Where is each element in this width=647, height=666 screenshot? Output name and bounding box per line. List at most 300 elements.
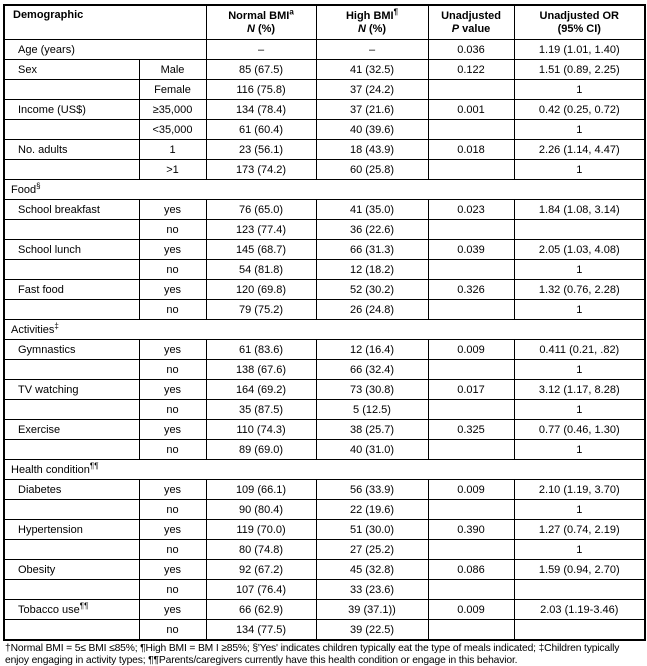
cell-label (4, 360, 139, 380)
cell-text: School breakfast (18, 203, 100, 216)
cell-p-value (428, 520, 514, 540)
table-row (4, 540, 645, 560)
cell-text: 0.023 (457, 203, 485, 216)
cell-high-bmi (316, 140, 428, 160)
cell-label (4, 520, 139, 540)
cell-normal-bmi (206, 480, 316, 500)
cell-section-label (4, 320, 645, 340)
cell-text: 2.10 (1.19, 3.70) (538, 483, 620, 496)
header-n-rest: (%) (365, 22, 387, 35)
cell-odds-ratio (514, 400, 645, 420)
cell-text: 0.001 (457, 103, 485, 116)
cell-text: 23 (56.1) (239, 143, 284, 156)
cell-normal-bmi (206, 160, 316, 180)
cell-p-value (428, 340, 514, 360)
cell-text: 1.32 (0.76, 2.28) (538, 283, 620, 296)
cell-p-value (428, 140, 514, 160)
cell-subcategory (139, 440, 206, 460)
cell-text: 85 (67.5) (239, 63, 284, 76)
cell-subcategory (139, 60, 206, 80)
cell-high-bmi (316, 480, 428, 500)
cell-text: Male (160, 63, 185, 76)
cell-normal-bmi (206, 600, 316, 620)
cell-odds-ratio (514, 360, 645, 380)
cell-text: 37 (21.6) (350, 103, 395, 116)
cell-text: 5 (12.5) (353, 403, 391, 416)
cell-high-bmi (316, 520, 428, 540)
cell-normal-bmi (206, 380, 316, 400)
cell-odds-ratio (514, 380, 645, 400)
cell-text: Health condition (11, 463, 90, 476)
header-p: P (451, 22, 460, 35)
cell-text: 52 (30.2) (350, 283, 395, 296)
cell-normal-bmi (206, 140, 316, 160)
table-row (4, 420, 645, 440)
cell-p-value (428, 600, 514, 620)
cell-p-value (428, 540, 514, 560)
table-row (4, 580, 645, 600)
cell-text: 37 (24.2) (350, 83, 395, 96)
cell-text: no (166, 403, 179, 416)
cell-label (4, 280, 139, 300)
cell-subcategory (139, 400, 206, 420)
cell-p-value (428, 560, 514, 580)
cell-text: 1 (576, 403, 583, 416)
cell-odds-ratio (514, 120, 645, 140)
cell-odds-ratio (514, 520, 645, 540)
cell-subcategory (139, 280, 206, 300)
cell-normal-bmi (206, 40, 316, 60)
cell-p-value (428, 420, 514, 440)
header-n-rest: (%) (254, 22, 276, 35)
cell-high-bmi (316, 80, 428, 100)
cell-label (4, 120, 139, 140)
footnote-marker: § (36, 180, 41, 190)
cell-text: 0.039 (457, 243, 485, 256)
table-row (4, 620, 645, 641)
cell-text: 12 (16.4) (350, 343, 395, 356)
table-row (4, 360, 645, 380)
cell-text: 27 (25.2) (350, 543, 395, 556)
cell-p-value (428, 400, 514, 420)
cell-text: Diabetes (18, 483, 62, 496)
cell-high-bmi (316, 400, 428, 420)
cell-subcategory (139, 220, 206, 240)
cell-label (4, 40, 206, 60)
cell-text: <35,000 (152, 123, 193, 136)
cell-odds-ratio (514, 440, 645, 460)
cell-label (4, 80, 139, 100)
cell-text: 1 (576, 123, 583, 136)
cell-text: no (166, 583, 179, 596)
cell-text: 0.086 (457, 563, 485, 576)
cell-text: 0.017 (457, 383, 485, 396)
cell-label (4, 400, 139, 420)
cell-text: Exercise (18, 423, 61, 436)
cell-text: 2.26 (1.14, 4.47) (538, 143, 620, 156)
cell-text: Sex (18, 63, 37, 76)
cell-odds-ratio (514, 100, 645, 120)
cell-label (4, 340, 139, 360)
table-body (4, 40, 645, 641)
cell-odds-ratio (514, 260, 645, 280)
cell-normal-bmi (206, 540, 316, 560)
cell-high-bmi (316, 380, 428, 400)
cell-text: TV watching (18, 383, 79, 396)
cell-text: 73 (30.8) (350, 383, 395, 396)
cell-label (4, 560, 139, 580)
cell-p-value (428, 620, 514, 641)
cell-subcategory (139, 420, 206, 440)
cell-text: 66 (31.3) (350, 243, 395, 256)
cell-subcategory (139, 500, 206, 520)
cell-text: 40 (31.0) (350, 443, 395, 456)
cell-text: no (166, 363, 179, 376)
cell-odds-ratio (514, 480, 645, 500)
cell-odds-ratio (514, 40, 645, 60)
cell-text: 1.51 (0.89, 2.25) (538, 63, 620, 76)
cell-text: no (166, 223, 179, 236)
cell-high-bmi (316, 280, 428, 300)
cell-text: 164 (69.2) (235, 383, 287, 396)
cell-text: Age (years) (18, 43, 75, 56)
cell-odds-ratio (514, 600, 645, 620)
cell-text: 1 (169, 143, 176, 156)
table-row (4, 140, 645, 160)
cell-text: 0.42 (0.25, 0.72) (538, 103, 620, 116)
cell-odds-ratio (514, 560, 645, 580)
footnote-marker: ¶¶ (79, 600, 89, 610)
cell-text: 109 (66.1) (235, 483, 287, 496)
cell-subcategory (139, 120, 206, 140)
cell-text: no (166, 543, 179, 556)
cell-subcategory (139, 300, 206, 320)
cell-text: 0.325 (457, 423, 485, 436)
cell-label (4, 540, 139, 560)
cell-subcategory (139, 200, 206, 220)
cell-section-label (4, 180, 645, 200)
cell-odds-ratio (514, 340, 645, 360)
cell-odds-ratio (514, 80, 645, 100)
cell-text: 1 (576, 163, 583, 176)
cell-text: Tobacco use (18, 603, 80, 616)
header-n: N (357, 22, 366, 35)
cell-label (4, 220, 139, 240)
cell-normal-bmi (206, 400, 316, 420)
footnote-marker: ‡ (54, 320, 59, 330)
footnote-marker: ¶ (393, 6, 399, 16)
table-row (4, 240, 645, 260)
cell-normal-bmi (206, 580, 316, 600)
header-row (4, 5, 645, 40)
cell-odds-ratio (514, 160, 645, 180)
cell-text: Food (11, 183, 37, 196)
cell-high-bmi (316, 300, 428, 320)
table-row (4, 60, 645, 80)
cell-normal-bmi (206, 200, 316, 220)
cell-text: 66 (62.9) (239, 603, 284, 616)
cell-normal-bmi (206, 560, 316, 580)
cell-normal-bmi (206, 440, 316, 460)
cell-normal-bmi (206, 420, 316, 440)
cell-text: 89 (69.0) (239, 443, 284, 456)
cell-odds-ratio (514, 500, 645, 520)
col-header-demographic (4, 5, 206, 40)
cell-text: 51 (30.0) (350, 523, 395, 536)
table-row (4, 100, 645, 120)
cell-label (4, 300, 139, 320)
cell-text: Female (154, 83, 191, 96)
cell-normal-bmi (206, 220, 316, 240)
cell-text: no (166, 303, 179, 316)
cell-text: yes (163, 383, 182, 396)
col-header-odds-ratio (514, 5, 645, 40)
cell-text: yes (163, 563, 182, 576)
cell-text: 61 (60.4) (239, 123, 284, 136)
cell-subcategory (139, 340, 206, 360)
cell-label (4, 500, 139, 520)
cell-text: ≥35,000 (152, 103, 193, 116)
cell-section-label (4, 460, 645, 480)
cell-text: yes (163, 423, 182, 436)
footnote-marker: ¶¶ (89, 460, 99, 470)
cell-p-value (428, 120, 514, 140)
cell-p-value (428, 40, 514, 60)
cell-high-bmi (316, 240, 428, 260)
cell-text: 1.59 (0.94, 2.70) (538, 563, 620, 576)
cell-text: 173 (74.2) (235, 163, 287, 176)
cell-text: 1 (576, 303, 583, 316)
table-row (4, 400, 645, 420)
cell-subcategory (139, 560, 206, 580)
cell-subcategory (139, 480, 206, 500)
cell-subcategory (139, 520, 206, 540)
cell-odds-ratio (514, 300, 645, 320)
table-row (4, 380, 645, 400)
cell-text: 0.009 (457, 343, 485, 356)
cell-odds-ratio (514, 540, 645, 560)
cell-label (4, 140, 139, 160)
cell-p-value (428, 580, 514, 600)
header-label: Unadjusted (441, 9, 501, 22)
table-row (4, 520, 645, 540)
cell-text: 145 (68.7) (235, 243, 287, 256)
cell-label (4, 600, 139, 620)
cell-text: 33 (23.6) (350, 583, 395, 596)
cell-high-bmi (316, 220, 428, 240)
header-n: N (246, 22, 255, 35)
cell-text: yes (163, 343, 182, 356)
cell-label (4, 620, 139, 641)
cell-subcategory (139, 360, 206, 380)
cell-text: 56 (33.9) (350, 483, 395, 496)
cell-text: 1 (576, 503, 583, 516)
cell-high-bmi (316, 100, 428, 120)
section-row (4, 320, 645, 340)
cell-text: 0.390 (457, 523, 485, 536)
table-row (4, 40, 645, 60)
cell-label (4, 240, 139, 260)
cell-subcategory (139, 160, 206, 180)
cell-text: yes (163, 203, 182, 216)
cell-text: 1 (576, 363, 583, 376)
cell-text: 0.018 (457, 143, 485, 156)
table-row (4, 160, 645, 180)
cell-text: 12 (18.2) (350, 263, 395, 276)
cell-text: yes (163, 243, 182, 256)
cell-label (4, 480, 139, 500)
cell-p-value (428, 440, 514, 460)
col-header-high-bmi (316, 5, 428, 40)
cell-subcategory (139, 580, 206, 600)
cell-normal-bmi (206, 120, 316, 140)
header-label: Demographic (13, 9, 84, 21)
cell-normal-bmi (206, 500, 316, 520)
cell-high-bmi (316, 600, 428, 620)
cell-label (4, 60, 139, 80)
cell-high-bmi (316, 40, 428, 60)
cell-text: 1.19 (1.01, 1.40) (538, 43, 620, 56)
cell-text: 80 (74.8) (239, 543, 284, 556)
cell-text: 2.03 (1.19-3.46) (540, 603, 619, 616)
cell-text: 0.009 (457, 603, 485, 616)
cell-text: 1 (576, 443, 583, 456)
cell-text: 35 (87.5) (239, 403, 284, 416)
table-row (4, 80, 645, 100)
cell-text: yes (163, 483, 182, 496)
cell-high-bmi (316, 500, 428, 520)
cell-text: no (166, 263, 179, 276)
table-row (4, 120, 645, 140)
cell-p-value (428, 500, 514, 520)
cell-normal-bmi (206, 260, 316, 280)
cell-subcategory (139, 240, 206, 260)
cell-text: 0.77 (0.46, 1.30) (538, 423, 620, 436)
cell-normal-bmi (206, 340, 316, 360)
cell-odds-ratio (514, 580, 645, 600)
cell-odds-ratio (514, 200, 645, 220)
cell-text: 2.05 (1.03, 4.08) (538, 243, 620, 256)
header-label: High BMI (345, 9, 394, 22)
cell-normal-bmi (206, 620, 316, 641)
cell-text: yes (163, 603, 182, 616)
table-row (4, 280, 645, 300)
table-row (4, 300, 645, 320)
header-label-line2: (95% CI) (557, 22, 601, 35)
cell-normal-bmi (206, 60, 316, 80)
cell-label (4, 420, 139, 440)
cell-text: 119 (70.0) (236, 523, 286, 536)
header-label: Normal BMI (228, 9, 290, 22)
cell-text: 18 (43.9) (350, 143, 395, 156)
table-row (4, 600, 645, 620)
cell-normal-bmi (206, 520, 316, 540)
cell-p-value (428, 100, 514, 120)
cell-p-value (428, 280, 514, 300)
cell-text: 116 (75.8) (236, 83, 286, 96)
cell-text: yes (163, 523, 182, 536)
col-header-p-value (428, 5, 514, 40)
cell-normal-bmi (206, 240, 316, 260)
cell-label (4, 440, 139, 460)
cell-p-value (428, 80, 514, 100)
cell-subcategory (139, 600, 206, 620)
cell-text: >1 (166, 163, 179, 176)
cell-odds-ratio (514, 240, 645, 260)
cell-high-bmi (316, 60, 428, 80)
footnote: †Normal BMI = 5≤ BMI ≤85%; ¶High BMI = BM I ≥85%; §'Yes' indicates children typically eat the type of meals indicated; ‡Children typically enjoy engaging in activity types; ¶¶Parents/caregivers currently have this health condition or engage in this behavior. (5, 643, 620, 666)
cell-p-value (428, 220, 514, 240)
cell-text: 1.27 (0.74, 2.19) (538, 523, 620, 536)
cell-normal-bmi (206, 300, 316, 320)
cell-label (4, 380, 139, 400)
cell-high-bmi (316, 620, 428, 641)
cell-high-bmi (316, 200, 428, 220)
cell-subcategory (139, 540, 206, 560)
table-row (4, 340, 645, 360)
cell-text: 0.036 (457, 43, 485, 56)
cell-subcategory (139, 380, 206, 400)
cell-high-bmi (316, 580, 428, 600)
cell-text: 38 (25.7) (350, 423, 395, 436)
cell-p-value (428, 60, 514, 80)
cell-text: 92 (67.2) (239, 563, 284, 576)
cell-text: 0.122 (457, 63, 485, 76)
cell-high-bmi (316, 540, 428, 560)
cell-text: 134 (78.4) (235, 103, 287, 116)
cell-text: 26 (24.8) (350, 303, 395, 316)
cell-odds-ratio (514, 60, 645, 80)
cell-text: no (166, 443, 179, 456)
header-label: Unadjusted OR (539, 9, 619, 22)
cell-text: Gymnastics (18, 343, 76, 356)
cell-p-value (428, 260, 514, 280)
cell-high-bmi (316, 560, 428, 580)
table-row (4, 260, 645, 280)
cell-text: 90 (80.4) (239, 503, 284, 516)
cell-text: No. adults (18, 143, 68, 156)
cell-label (4, 100, 139, 120)
cell-subcategory (139, 100, 206, 120)
cell-text: 110 (74.3) (236, 423, 286, 436)
cell-subcategory (139, 80, 206, 100)
cell-subcategory (139, 140, 206, 160)
cell-text: 61 (83.6) (239, 343, 284, 356)
cell-text: 54 (81.8) (239, 263, 284, 276)
cell-text: 39 (37.1)) (348, 603, 396, 616)
table-row (4, 220, 645, 240)
cell-p-value (428, 360, 514, 380)
cell-text: 79 (75.2) (239, 303, 284, 316)
cell-text: 138 (67.6) (235, 363, 287, 376)
table-row (4, 480, 645, 500)
cell-p-value (428, 240, 514, 260)
cell-p-value (428, 300, 514, 320)
cell-text: 60 (25.8) (350, 163, 395, 176)
cell-normal-bmi (206, 360, 316, 380)
cell-odds-ratio (514, 420, 645, 440)
footnote-marker: a (289, 6, 294, 16)
cell-text: 36 (22.6) (350, 223, 395, 236)
cell-text: 120 (69.8) (235, 283, 287, 296)
cell-subcategory (139, 620, 206, 641)
cell-label (4, 580, 139, 600)
cell-text: 0.411 (0.21, .82) (539, 343, 620, 356)
table-header (4, 5, 645, 40)
cell-p-value (428, 380, 514, 400)
cell-text: 3.12 (1.17, 8.28) (538, 383, 620, 396)
cell-text: Hypertension (18, 523, 83, 536)
